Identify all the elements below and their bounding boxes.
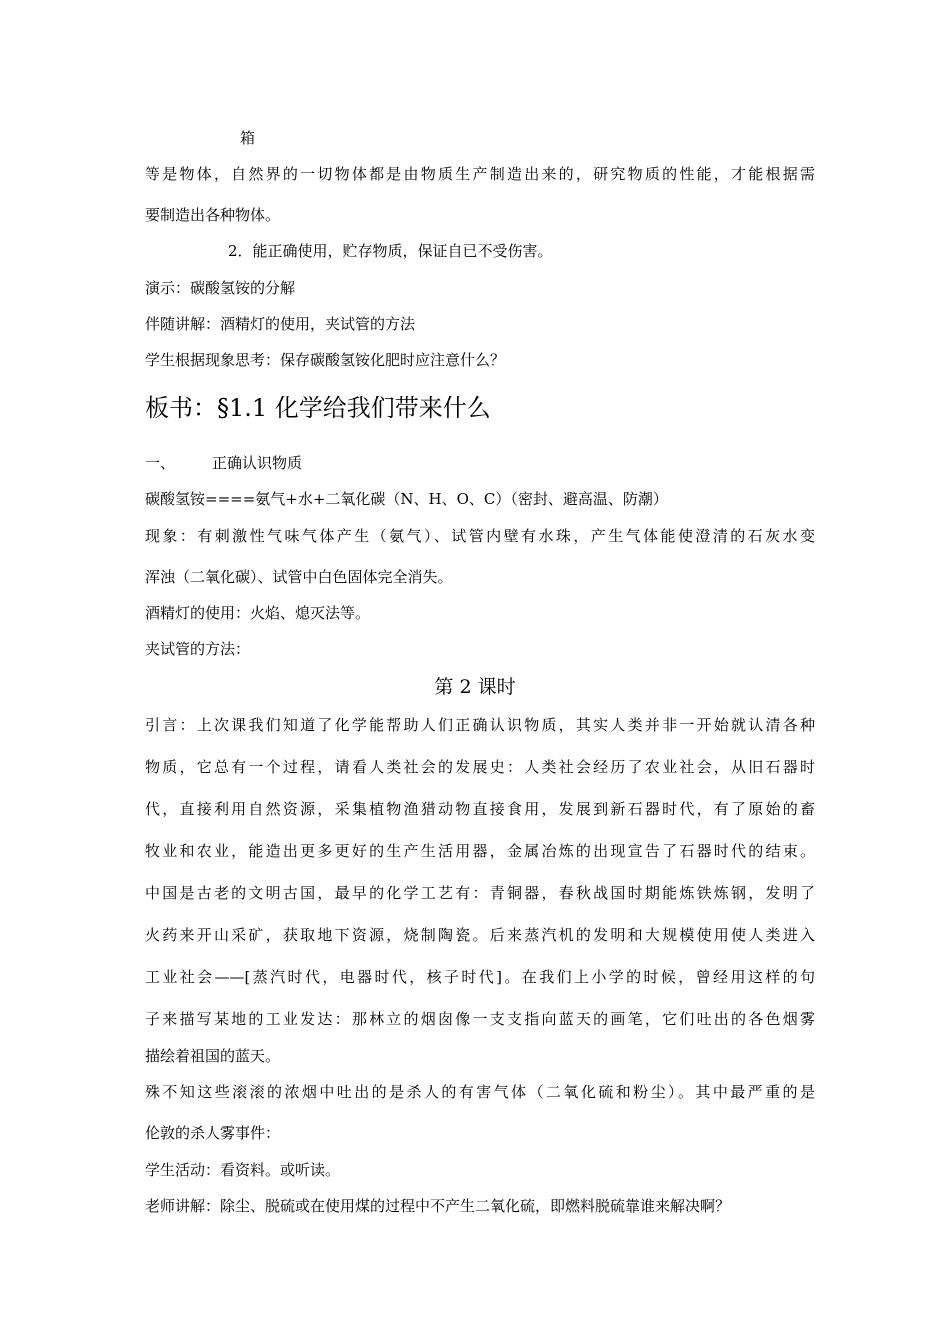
text-line: 酒精灯的使用：火焰、熄灭法等。 xyxy=(145,604,371,622)
text-line: 演示：碳酸氢铵的分解 xyxy=(145,279,296,297)
section-title: 正确认识物质 xyxy=(212,454,303,472)
text-line: 物质，它总有一个过程，请看人类社会的发展史：人类社会经历了农业社会，从旧石器时 xyxy=(145,758,815,776)
text-line: 代，直接利用自然资源，采集植物渔猎动物直接食用，发展到新石器时代，有了原始的畜 xyxy=(145,800,815,818)
text-line: 引言：上次课我们知道了化学能帮助人们正确认识物质，其实人类并非一开始就认清各种 xyxy=(145,716,815,734)
text-line: 老师讲解：除尘、脱硫或在使用煤的过程中不产生二氧化硫，即燃料脱硫靠谁来解决啊？ xyxy=(145,1197,731,1215)
text-line: 殊不知这些滚滚的浓烟中吐出的是杀人的有害气体（二氧化硫和粉尘）。其中最严重的是 xyxy=(145,1083,815,1101)
section-heading xyxy=(145,452,815,474)
text-line: 伴随讲解：酒精灯的使用，夹试管的方法 xyxy=(145,315,416,333)
text-line: 描绘着祖国的蓝天。 xyxy=(145,1047,281,1065)
text-line: 浑浊（二氧化碳）、试管中白色固体完全消失。 xyxy=(145,568,453,586)
text-line: 现象：有刺激性气味气体产生（氨气）、试管内壁有水珠，产生气体能使澄清的石灰水变 xyxy=(145,527,815,545)
lesson-title: 第 2 课时 xyxy=(434,676,516,698)
text-line: 中国是古老的文明古国，最早的化学工艺有：青铜器，春秋战国时期能炼铁炼钢，发明了 xyxy=(145,884,815,902)
text-line: 学生根据现象思考：保存碳酸氢铵化肥时应注意什么？ xyxy=(145,351,506,369)
text-line: 夹试管的方法： xyxy=(145,640,251,658)
text-line: 子来描写某地的工业发达：那林立的烟囱像一支支指向蓝天的画笔，它们吐出的各色烟雾 xyxy=(145,1010,815,1028)
text-line: 火药来开山采矿，获取地下资源，烧制陶瓷。后来蒸汽机的发明和大规模使用使人类进入 xyxy=(145,926,815,944)
text-line: 牧业和农业，能造出更多更好的生产生活用器，金属冶炼的出现宣告了石器时代的结束。 xyxy=(145,842,815,860)
equation-line: 碳酸氢铵====氨气+水+二氧化碳（N、H、O、C）（密封、避高温、防潮） xyxy=(145,490,668,508)
text-line: 伦敦的杀人雾事件： xyxy=(145,1124,281,1142)
section-number: 一、 xyxy=(145,454,176,472)
text-line: 箱 xyxy=(240,129,256,147)
text-line: 等是物体，自然界的一切物体都是由物质生产制造出来的，研究物质的性能，才能根据需 xyxy=(145,165,815,183)
text-line: 工业社会——[蒸汽时代，电器时代，核子时代]。在我们上小学的时候，曾经用这样的句 xyxy=(145,968,815,986)
board-heading: 板书：§1.1 化学给我们带来什么 xyxy=(145,394,491,422)
numbered-item: 2．能正确使用，贮存物质，保证自已不受伤害。 xyxy=(228,242,553,260)
text-line: 要制造出各种物体。 xyxy=(145,206,281,224)
text-line: 学生活动：看资料。或听读。 xyxy=(145,1161,341,1179)
